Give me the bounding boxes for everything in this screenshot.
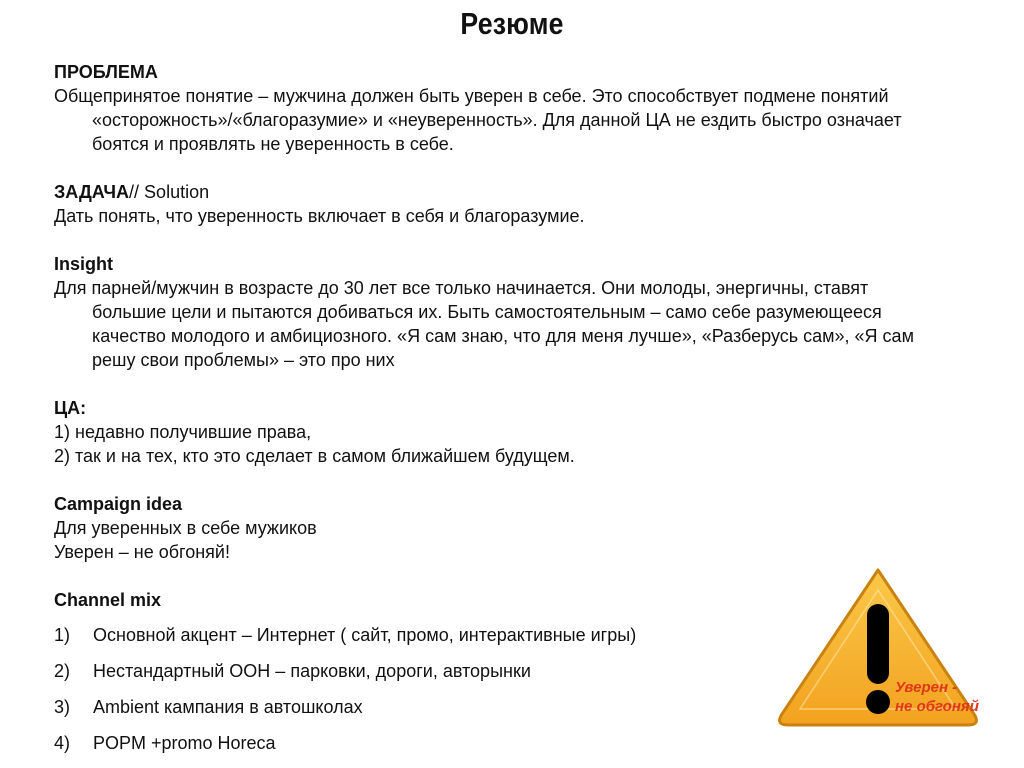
- insight-section: [54, 252, 934, 372]
- audience-section: [54, 396, 934, 468]
- warning-caption-line: Уверен -: [895, 679, 958, 696]
- campaign-section: [54, 492, 934, 564]
- channel-mix-heading: Channel mix: [54, 590, 162, 610]
- warning-triangle-icon: [778, 564, 998, 764]
- task-text: Дать понять, что уверенность включает в себя и благоразумие.: [54, 206, 585, 226]
- list-item-number: 1): [54, 625, 71, 645]
- insight-heading: Insight: [54, 254, 113, 274]
- warning-sign: [778, 564, 998, 764]
- list-item-number: 4): [54, 733, 71, 753]
- task-heading-solution: // Solution: [129, 182, 210, 202]
- list-item-text: POPM +promo Horeca: [93, 733, 276, 753]
- problem-text: Общепринятое понятие – мужчина должен быть уверен в себе. Это способствует подмене понятий «осторожность»/«благоразумие» и «неуверенность». Для данной ЦА не ездить быстро означает боятся и проявлять не уверенность в себе.: [54, 86, 902, 154]
- warning-caption: [895, 678, 979, 716]
- task-heading-bold: ЗАДАЧА: [54, 182, 130, 202]
- list-item-text: Ambient кампания в автошколах: [93, 697, 363, 717]
- audience-heading: ЦА:: [54, 398, 87, 418]
- audience-item: 1) недавно получившие права,: [54, 422, 312, 442]
- campaign-heading: Campaign idea: [54, 494, 183, 514]
- list-item-text: Нестандартный ООН – парковки, дороги, авторынки: [93, 661, 531, 681]
- list-item-number: 3): [54, 697, 71, 717]
- problem-heading: ПРОБЛЕМА: [54, 62, 158, 82]
- campaign-slogan: Уверен – не обгоняй!: [54, 542, 230, 562]
- campaign-line: Для уверенных в себе мужиков: [54, 518, 317, 538]
- list-item-text: Основной акцент – Интернет ( сайт, промо, интерактивные игры): [93, 625, 637, 645]
- task-heading: [54, 180, 934, 204]
- problem-section: [54, 60, 934, 156]
- list-item-number: 2): [54, 661, 71, 681]
- exclamation-dot: [866, 690, 890, 714]
- slide-title: Резюме: [460, 6, 564, 41]
- audience-item: 2) так и на тех, кто это сделает в самом ближайшем будущем.: [54, 446, 575, 466]
- warning-caption-line: не обгоняй: [895, 698, 979, 715]
- task-section: [54, 180, 934, 228]
- exclamation-bar: [867, 604, 889, 684]
- insight-text: Для парней/мужчин в возрасте до 30 лет все только начинается. Они молоды, энергичны, ставят большие цели и пытаются добиваться их. Быть самостоятельным – само себе разумеющееся качество молодого и амбициозного. «Я сам знаю, что для меня лучше», «Разберусь сам», «Я сам решу свои проблемы» – это про них: [54, 278, 914, 370]
